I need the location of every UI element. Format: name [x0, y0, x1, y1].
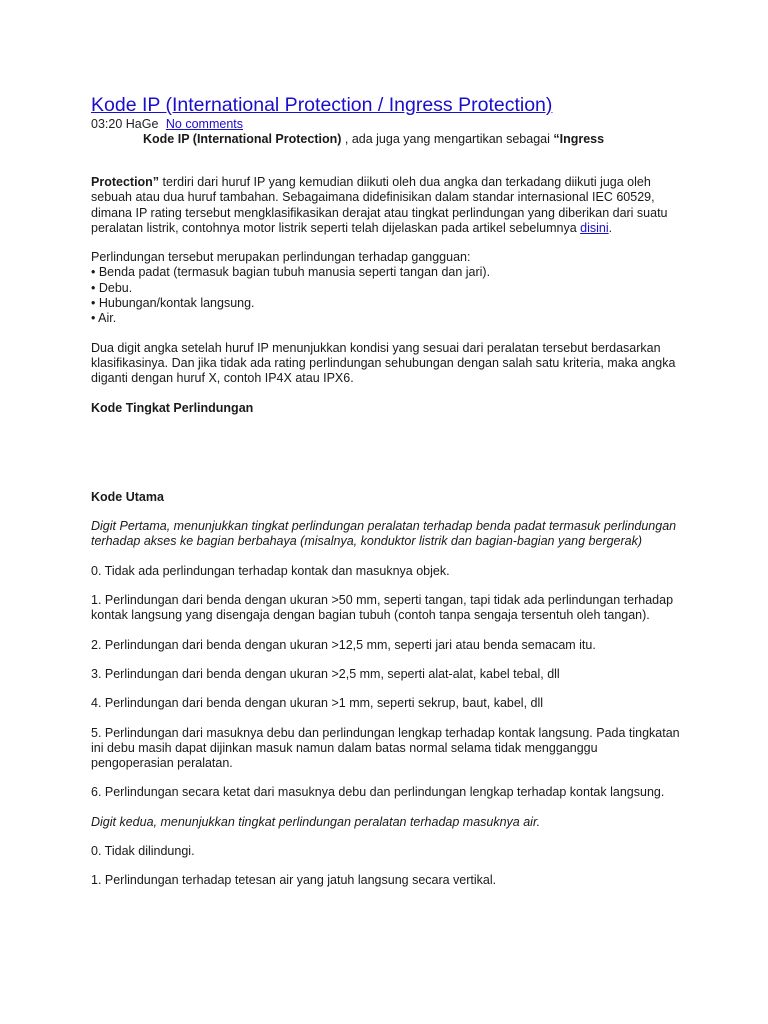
blank-space: [91, 430, 681, 490]
first-digit-level: 2. Perlindungan dari benda dengan ukuran >12,5 mm, seperti jari atau benda semacam itu.: [91, 637, 596, 652]
list-item: • Hubungan/kontak langsung.: [91, 296, 255, 311]
alt-term-part2: Protection”: [91, 175, 160, 189]
intro-paragraph: [91, 175, 681, 236]
list-item: • Air.: [91, 311, 117, 326]
post-title-link[interactable]: Kode IP (International Protection / Ingress Protection): [91, 94, 553, 116]
intro-first-line: [143, 132, 604, 146]
second-digit-description: Digit kedua, menunjukkan tingkat perlindungan peralatan terhadap masuknya air.: [91, 814, 541, 829]
explanation-paragraph: Dua digit angka setelah huruf IP menunjukkan kondisi yang sesuai dari peralatan tersebut berdasarkan klasifikasinya. Dan jika tidak ada rating perlindungan sehubungan dengan salah satu kriteria, maka angka diganti dengan huruf X, contoh IP4X atau IPX6.: [91, 340, 676, 386]
protection-list-lead: Perlindungan tersebut merupakan perlindungan terhadap gangguan:: [91, 250, 471, 265]
intro-middle-text: , ada juga yang mengartikan sebagai: [341, 132, 554, 146]
post-time: 03:20: [91, 117, 123, 131]
second-digit-level: 0. Tidak dilindungi.: [91, 844, 195, 859]
comments-link[interactable]: No comments: [165, 117, 244, 131]
list-item: • Benda padat (termasuk bagian tubuh manusia seperti tangan dan jari).: [91, 265, 491, 280]
list-item: • Debu.: [91, 280, 133, 295]
first-digit-level: 6. Perlindungan secara ketat dari masuknya debu dan perlindungan lengkap terhadap kontak langsung.: [91, 785, 665, 800]
disini-link[interactable]: disini: [580, 220, 609, 235]
first-digit-level: 5. Perlindungan dari masuknya debu dan perlindungan lengkap terhadap kontak langsung. Pada tingkatan ini debu masih dapat dijinkan masuk namun dalam batas normal selama tidak mengganggu pengoperasian peralatan.: [91, 725, 680, 771]
first-digit-description: Digit Pertama, menunjukkan tingkat perlindungan peralatan terhadap benda padat termasuk perlindungan terhadap akses ke bagian berbahaya (misalnya, konduktor listrik dan bagian-bagian yang bergerak): [91, 519, 677, 549]
alt-term-part1: “Ingress: [553, 132, 605, 146]
first-digit-level: 4. Perlindungan dari benda dengan ukuran >1 mm, seperti sekrup, baut, kabel, dll: [91, 696, 544, 711]
first-digit-level: 1. Perlindungan dari benda dengan ukuran >50 mm, seperti tangan, tapi tidak ada perlindungan terhadap kontak langsung yang disengaja dengan bagian tubuh (contoh tanpa sengaja tersentuh oleh tangan).: [91, 593, 674, 623]
protection-list: [91, 250, 681, 326]
post-body: [91, 175, 681, 903]
second-digit-level: 1. Perlindungan terhadap tetesan air yang jatuh langsung secara vertikal.: [91, 873, 497, 888]
post-meta: [91, 117, 243, 131]
heading-levels: Kode Tingkat Perlindungan: [91, 400, 254, 415]
term-bold: Kode IP (International Protection): [143, 132, 342, 146]
first-digit-level: 3. Perlindungan dari benda dengan ukuran >2,5 mm, seperti alat-alat, kabel tebal, dll: [91, 666, 560, 681]
first-digit-level: 0. Tidak ada perlindungan terhadap kontak dan masuknya objek.: [91, 563, 450, 578]
intro-paragraph-text: terdiri dari huruf IP yang kemudian diikuti oleh dua angka dan terkadang diikuti juga oleh sebuah atau dua huruf tambahan. Sebagaimana didefinisikan dalam standar internasional IEC 60529, dimana IP rating tersebut mengklasifikasikan derajat atau tingkat perlindungan yang diberikan dari suatu peralatan listrik, contohnya motor listrik seperti telah dijelaskan pada artikel sebelumnya: [91, 175, 668, 235]
intro-after-link: .: [608, 220, 613, 235]
heading-main-code: Kode Utama: [91, 489, 164, 504]
post-author: HaGe: [125, 117, 159, 131]
